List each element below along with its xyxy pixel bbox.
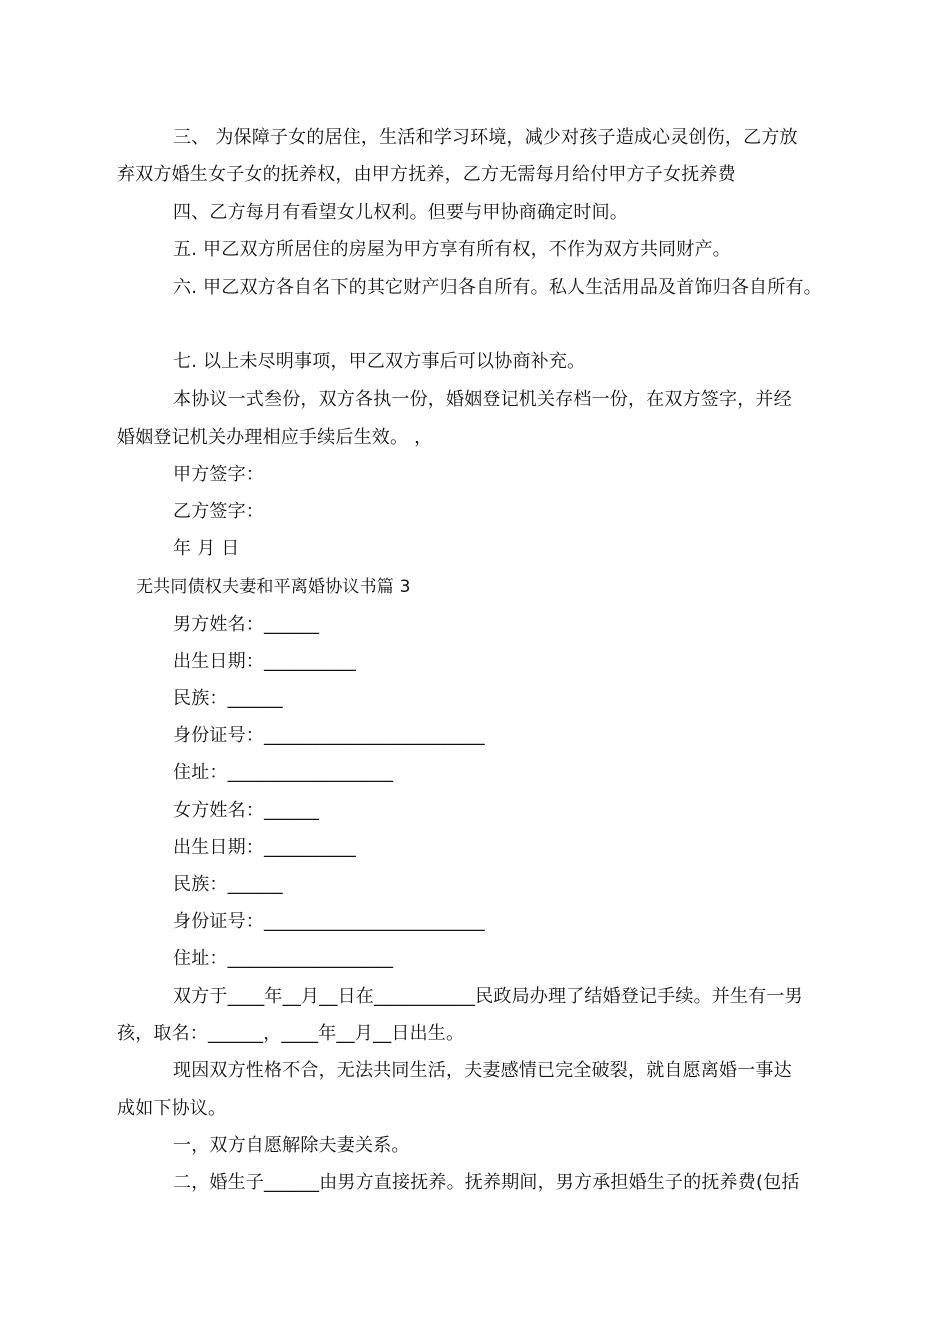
copies-line-2: 婚姻登记机关办理相应手续后生效。 ， (117, 427, 433, 448)
male-birthdate-field: 出生日期：__________ (173, 651, 356, 672)
clause-5: 五. 甲乙双方所居住的房屋为甲方享有所有权，不作为双方共同财产。 (173, 239, 731, 260)
clause-6: 六. 甲乙双方各自名下的其它财产归各自所有。私人生活用品及首饰归各自所有。 (173, 277, 822, 298)
male-ethnicity-field: 民族：______ (173, 688, 283, 709)
female-birthdate-field: 出生日期：__________ (173, 837, 356, 858)
male-name-field: 男方姓名：______ (173, 614, 320, 635)
male-id-field: 身份证号：________________________ (173, 725, 485, 746)
divorce-reason-line-2: 成如下协议。 (117, 1098, 227, 1119)
female-address-field: 住址：__________________ (173, 948, 394, 969)
agreement-item-2: 二，婚生子______由男方直接抚养。抚养期间，男方承担婚生子的抚养费(包括 (173, 1172, 800, 1193)
party-b-signature: 乙方签字： (173, 501, 264, 522)
clause-3-line-1: 三、 为保障子女的居住，生活和学习环境，减少对孩子造成心灵创伤，乙方放 (173, 127, 798, 148)
clause-3-line-2: 弃双方婚生女子女的抚养权，由甲方抚养，乙方无需每月给付甲方子女抚养费 (117, 164, 736, 185)
female-ethnicity-field: 民族：______ (173, 874, 283, 895)
clause-4: 四、乙方每月有看望女儿权利。但要与甲协商确定时间。 (173, 202, 628, 223)
divorce-reason-line-1: 现因双方性格不合，无法共同生活，夫妻感情已完全破裂，就自愿离婚一事达 (173, 1060, 792, 1081)
date-line: 年 月 日 (173, 538, 240, 559)
copies-line-1: 本协议一式叁份，双方各执一份，婚姻登记机关存档一份，在双方签字，并经 (173, 389, 792, 410)
party-a-signature: 甲方签字： (173, 464, 264, 485)
agreement-item-1: 一，双方自愿解除夫妻关系。 (173, 1135, 410, 1156)
marriage-registration-line-1: 双方于____年__月__日在___________民政局办理了结婚登记手续。并生有一男 (173, 986, 803, 1007)
section-title: 无共同债权夫妻和平离婚协议书篇 3 (136, 577, 411, 597)
female-id-field: 身份证号：________________________ (173, 911, 485, 932)
marriage-registration-line-2: 孩，取名：______，____年__月__日出生。 (117, 1023, 465, 1044)
female-name-field: 女方姓名：______ (173, 800, 320, 821)
male-address-field: 住址：__________________ (173, 762, 394, 783)
clause-7: 七. 以上未尽明事项，甲乙双方事后可以协商补充。 (173, 351, 586, 372)
